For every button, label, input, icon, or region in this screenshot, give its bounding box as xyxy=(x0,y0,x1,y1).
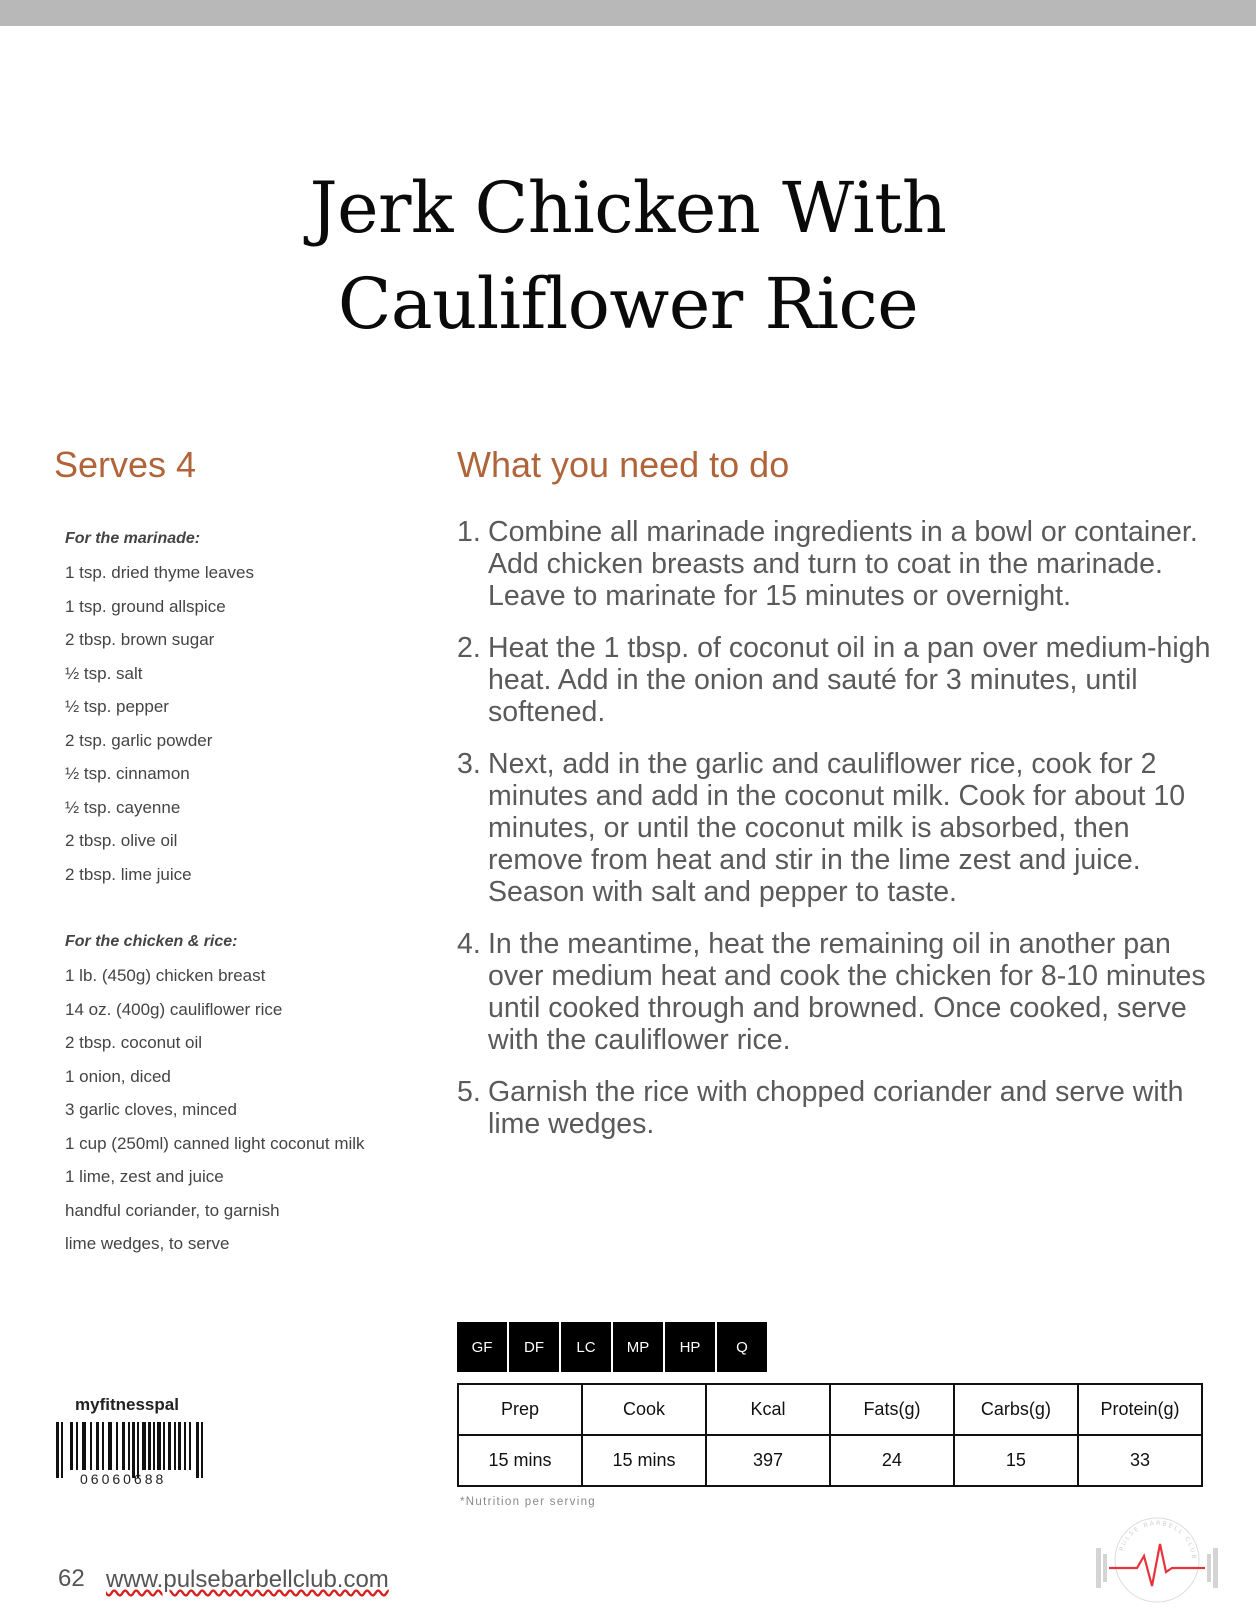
step-number: 1. xyxy=(457,516,481,548)
step-number: 2. xyxy=(457,632,481,664)
ingredient-item: 2 tsp. garlic powder xyxy=(65,730,213,750)
nutrition-value-cell: 24 xyxy=(830,1435,954,1486)
ingredient-item: 1 lime, zest and juice xyxy=(65,1167,224,1186)
diet-tag: LC xyxy=(561,1322,611,1372)
ingredient-item: 14 oz. (400g) cauliflower rice xyxy=(65,999,283,1019)
nutrition-value-cell: 33 xyxy=(1078,1435,1202,1486)
ingredient-item: 1 cup (250ml) canned light coconut milk xyxy=(65,1133,365,1153)
pulse-barbell-club-logo xyxy=(1092,1510,1222,1610)
method-step xyxy=(457,1076,1217,1140)
method-step xyxy=(457,928,1217,1056)
diet-tag: MP xyxy=(613,1322,663,1372)
ingredient-item: 3 garlic cloves, minced xyxy=(65,1100,237,1119)
nutrition-header-cell: Prep xyxy=(458,1384,582,1435)
nutrition-value-cell: 15 mins xyxy=(458,1435,582,1486)
ingredient-item: 2 tbsp. brown sugar xyxy=(65,630,215,649)
page-title xyxy=(0,160,1256,352)
ingredient-item: 1 lb. (450g) chicken breast xyxy=(65,966,266,985)
ingredient-item: 2 tbsp. olive oil xyxy=(65,831,178,850)
ingredient-item: ½ tsp. cayenne xyxy=(65,797,181,817)
step-number: 4. xyxy=(457,928,481,960)
ingredient-group-title: For the marinade: xyxy=(65,530,201,547)
diet-tag: Q xyxy=(717,1322,767,1372)
website-link[interactable]: www.pulsebarbellclub.com xyxy=(106,1566,389,1593)
step-number: 3. xyxy=(457,748,481,780)
nutrition-table xyxy=(457,1383,1203,1487)
nutrition-header-cell: Carbs(g) xyxy=(954,1384,1078,1435)
page-number: 62 xyxy=(58,1565,85,1592)
nutrition-header-row xyxy=(458,1384,1202,1435)
diet-tag: HP xyxy=(665,1322,715,1372)
page-title-line-2: Cauliflower Rice xyxy=(337,263,919,345)
method-step xyxy=(457,748,1217,908)
ingredient-item: 2 tbsp. coconut oil xyxy=(65,1033,203,1052)
ingredient-group-title: For the chicken & rice: xyxy=(65,933,238,950)
nutrition-header-cell: Protein(g) xyxy=(1078,1384,1202,1435)
nutrition-value-cell: 397 xyxy=(706,1435,830,1486)
ingredient-item: ½ tsp. pepper xyxy=(65,697,169,716)
page-title-line-1: Jerk Chicken With xyxy=(309,167,947,249)
step-text: Next, add in the garlic and cauliflower rice, cook for 2 minutes and add in the coconut milk. Cook for about 10 minutes, or until the coconut milk is absorbed, then remove from heat and stir in the lime zest and juice. Season with salt and pepper to taste. xyxy=(488,748,1186,908)
diet-tag: GF xyxy=(457,1322,507,1372)
nutrition-note: *Nutrition per serving xyxy=(460,1496,596,1508)
barcode-icon xyxy=(56,1422,216,1478)
diet-tags xyxy=(457,1322,769,1372)
method-step xyxy=(457,632,1217,728)
ingredient-item: 2 tbsp. lime juice xyxy=(65,864,192,884)
method-steps xyxy=(457,516,1217,1160)
ingredient-item: 1 onion, diced xyxy=(65,1066,171,1086)
ingredient-item: 1 tsp. ground allspice xyxy=(65,596,226,616)
myfitnesspal-label: myfitnesspal xyxy=(75,1395,179,1414)
step-text: Garnish the rice with chopped coriander and serve with lime wedges. xyxy=(488,1076,1184,1140)
nutrition-header-cell: Cook xyxy=(582,1384,706,1435)
diet-tag: DF xyxy=(509,1322,559,1372)
step-text: Heat the 1 tbsp. of coconut oil in a pan over medium-high heat. Add in the onion and sauté for 3 minutes, until softened. xyxy=(488,632,1211,728)
ingredient-group-marinade xyxy=(65,522,425,891)
top-bar xyxy=(0,0,1256,26)
step-text: In the meantime, heat the remaining oil in another pan over medium heat and cook the chicken for 8-10 minutes until cooked through and browned. Once cooked, serve with the cauliflower rice. xyxy=(488,928,1206,1056)
barcode-number: 06060688 xyxy=(80,1471,167,1487)
nutrition-value-cell: 15 xyxy=(954,1435,1078,1486)
method-step xyxy=(457,516,1217,612)
ingredient-item: ½ tsp. cinnamon xyxy=(65,764,190,783)
method-heading: What you need to do xyxy=(457,444,790,485)
step-number: 5. xyxy=(457,1076,481,1108)
ingredient-group-chicken-rice xyxy=(65,925,425,1261)
nutrition-header-cell: Kcal xyxy=(706,1384,830,1435)
nutrition-header-cell: Fats(g) xyxy=(830,1384,954,1435)
ingredient-list xyxy=(65,522,425,1295)
step-text: Combine all marinade ingredients in a bowl or container. Add chicken breasts and turn to coat in the marinade. Leave to marinate for 15 minutes or overnight. xyxy=(488,516,1198,612)
ingredient-item: ½ tsp. salt xyxy=(65,663,143,683)
nutrition-value-cell: 15 mins xyxy=(582,1435,706,1486)
svg-text:PULSE BARBELL CLUB: PULSE BARBELL CLUB xyxy=(1118,1519,1198,1561)
ingredient-item: handful coriander, to garnish xyxy=(65,1200,280,1220)
serves-heading: Serves 4 xyxy=(54,444,197,485)
ingredient-item: 1 tsp. dried thyme leaves xyxy=(65,563,254,582)
ingredient-item: lime wedges, to serve xyxy=(65,1234,230,1253)
nutrition-value-row xyxy=(458,1435,1202,1486)
